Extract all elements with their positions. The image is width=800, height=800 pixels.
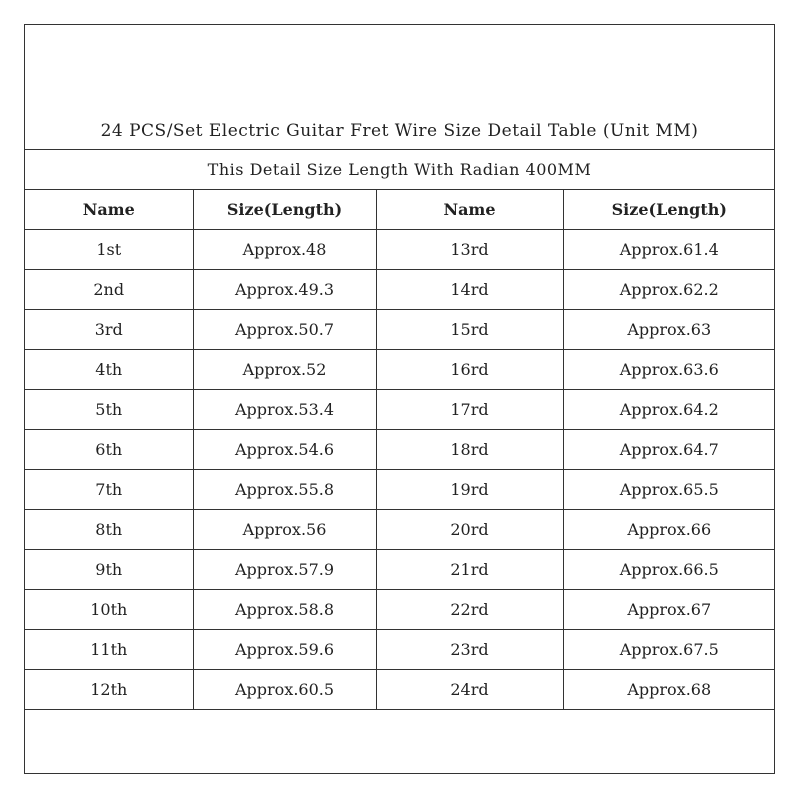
table-row xyxy=(25,510,775,550)
fret-size-cell: Approx.63 xyxy=(563,310,775,350)
fret-size-cell: Approx.59.6 xyxy=(193,630,376,670)
table-row xyxy=(25,350,775,390)
fret-name-cell: 17rd xyxy=(376,390,563,430)
fret-name-cell: 5th xyxy=(25,390,193,430)
fret-size-cell: Approx.64.7 xyxy=(563,430,775,470)
fret-name-cell: 4th xyxy=(25,350,193,390)
fret-size-cell: Approx.64.2 xyxy=(563,390,775,430)
fret-size-cell: Approx.65.5 xyxy=(563,470,775,510)
fret-size-cell: Approx.60.5 xyxy=(193,670,376,710)
table-row xyxy=(25,430,775,470)
fret-name-cell: 6th xyxy=(25,430,193,470)
header-name-left: Name xyxy=(25,190,193,230)
fret-name-cell: 21rd xyxy=(376,550,563,590)
fret-name-cell: 3rd xyxy=(25,310,193,350)
table-row xyxy=(25,270,775,310)
fret-name-cell: 16rd xyxy=(376,350,563,390)
fret-size-cell: Approx.53.4 xyxy=(193,390,376,430)
fret-name-cell: 11th xyxy=(25,630,193,670)
fret-name-cell: 20rd xyxy=(376,510,563,550)
fret-size-cell: Approx.66 xyxy=(563,510,775,550)
fret-size-cell: Approx.58.8 xyxy=(193,590,376,630)
table-title: 24 PCS/Set Electric Guitar Fret Wire Size Detail Table (Unit MM) xyxy=(25,25,774,150)
fret-size-cell: Approx.66.5 xyxy=(563,550,775,590)
fret-size-cell: Approx.61.4 xyxy=(563,230,775,270)
fret-size-cell: Approx.67.5 xyxy=(563,630,775,670)
fret-size-cell: Approx.54.6 xyxy=(193,430,376,470)
table-subtitle: This Detail Size Length With Radian 400MM xyxy=(25,150,774,190)
fret-size-cell: Approx.57.9 xyxy=(193,550,376,590)
fret-name-cell: 14rd xyxy=(376,270,563,310)
fret-name-cell: 23rd xyxy=(376,630,563,670)
fret-size-cell: Approx.50.7 xyxy=(193,310,376,350)
fret-name-cell: 7th xyxy=(25,470,193,510)
fret-name-cell: 8th xyxy=(25,510,193,550)
fret-name-cell: 24rd xyxy=(376,670,563,710)
table-row xyxy=(25,390,775,430)
table-row xyxy=(25,670,775,710)
fret-name-cell: 13rd xyxy=(376,230,563,270)
fret-size-cell: Approx.56 xyxy=(193,510,376,550)
fret-name-cell: 10th xyxy=(25,590,193,630)
size-table-frame xyxy=(24,24,775,774)
table-row xyxy=(25,590,775,630)
table-row xyxy=(25,550,775,590)
fret-name-cell: 19rd xyxy=(376,470,563,510)
fret-size-cell: Approx.55.8 xyxy=(193,470,376,510)
fret-size-cell: Approx.68 xyxy=(563,670,775,710)
fret-size-table xyxy=(25,190,775,710)
fret-size-cell: Approx.62.2 xyxy=(563,270,775,310)
table-row xyxy=(25,230,775,270)
header-name-right: Name xyxy=(376,190,563,230)
fret-size-cell: Approx.67 xyxy=(563,590,775,630)
fret-name-cell: 18rd xyxy=(376,430,563,470)
fret-size-cell: Approx.52 xyxy=(193,350,376,390)
table-row xyxy=(25,470,775,510)
header-size-right: Size(Length) xyxy=(563,190,775,230)
fret-name-cell: 9th xyxy=(25,550,193,590)
fret-size-cell: Approx.63.6 xyxy=(563,350,775,390)
table-row xyxy=(25,310,775,350)
fret-name-cell: 1st xyxy=(25,230,193,270)
fret-name-cell: 22rd xyxy=(376,590,563,630)
fret-name-cell: 12th xyxy=(25,670,193,710)
fret-name-cell: 15rd xyxy=(376,310,563,350)
table-row xyxy=(25,630,775,670)
fret-name-cell: 2nd xyxy=(25,270,193,310)
fret-size-cell: Approx.48 xyxy=(193,230,376,270)
header-size-left: Size(Length) xyxy=(193,190,376,230)
fret-size-cell: Approx.49.3 xyxy=(193,270,376,310)
header-row xyxy=(25,190,775,230)
